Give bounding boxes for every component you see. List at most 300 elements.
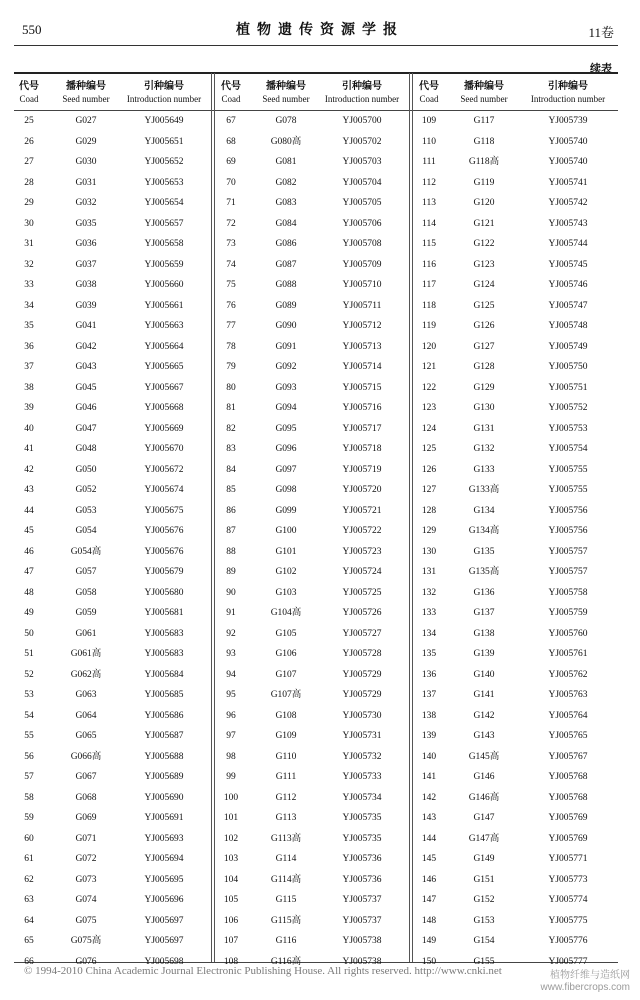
introduction-number-cell: YJ005730 <box>342 710 382 721</box>
code-cell: 143 <box>421 813 437 823</box>
header-seed-zh: 播种编号 <box>266 81 306 92</box>
page-header <box>0 0 640 46</box>
seed-number-cell: G031 <box>75 177 97 188</box>
seed-number-cell: G027 <box>75 116 97 126</box>
table-row <box>414 132 618 153</box>
introduction-number-cell: YJ005727 <box>342 628 382 639</box>
table-row <box>414 419 618 440</box>
introduction-number-cell: YJ005736 <box>342 854 382 864</box>
code-cell: 131 <box>421 567 437 577</box>
code-cell: 57 <box>24 772 34 782</box>
seed-number-cell: G146 <box>473 772 495 782</box>
seed-number-cell: G122 <box>473 239 495 249</box>
seed-number-cell: G123 <box>473 259 495 270</box>
table-row <box>14 193 210 214</box>
seed-number-cell: G084 <box>275 218 297 229</box>
introduction-number-cell: YJ005761 <box>548 649 588 659</box>
code-cell: 90 <box>226 587 236 598</box>
code-cell: 134 <box>421 628 437 639</box>
seed-number-cell: G145高 <box>468 751 500 762</box>
code-cell: 145 <box>421 854 437 864</box>
code-cell: 67 <box>226 116 236 126</box>
table-row <box>14 870 210 891</box>
seed-number-cell: G058 <box>75 587 97 598</box>
seed-number-cell: G152 <box>473 895 495 905</box>
code-cell: 69 <box>226 157 236 167</box>
seed-number-cell: G118 <box>473 136 495 147</box>
seed-number-cell: G146高 <box>468 792 500 803</box>
seed-number-cell: G088 <box>275 280 297 290</box>
table-row <box>14 542 210 563</box>
introduction-number-cell: YJ005726 <box>342 608 382 618</box>
introduction-number-cell: YJ005755 <box>548 464 588 475</box>
table-row <box>14 890 210 911</box>
introduction-number-cell: YJ005690 <box>144 792 184 803</box>
header-code-en: Coad <box>19 94 39 104</box>
table-row <box>14 152 210 173</box>
table-row <box>216 173 408 194</box>
table-row <box>414 583 618 604</box>
table-row <box>414 829 618 850</box>
table-row <box>216 337 408 358</box>
seed-number-cell: G113 <box>275 813 297 823</box>
introduction-number-cell: YJ005720 <box>342 485 382 495</box>
table-row <box>414 521 618 542</box>
code-cell: 122 <box>421 382 437 393</box>
introduction-number-cell: YJ005748 <box>548 321 588 331</box>
introduction-number-cell: YJ005737 <box>342 895 382 905</box>
code-cell: 93 <box>226 649 236 659</box>
code-cell: 73 <box>226 239 236 249</box>
seed-number-cell: G120 <box>473 198 495 208</box>
introduction-number-cell: YJ005740 <box>548 157 588 167</box>
seed-number-cell: G042 <box>75 341 97 352</box>
seed-number-cell: G102 <box>275 567 297 577</box>
introduction-number-cell: YJ005703 <box>342 157 382 167</box>
code-cell: 116 <box>422 259 436 270</box>
seed-number-cell: G094 <box>275 403 297 413</box>
table-row <box>216 706 408 727</box>
table-row <box>14 132 210 153</box>
introduction-number-cell: YJ005752 <box>548 403 588 413</box>
introduction-number-cell: YJ005773 <box>548 874 588 885</box>
code-cell: 111 <box>422 157 436 167</box>
table-row <box>414 439 618 460</box>
code-cell: 47 <box>24 567 34 577</box>
table-row <box>14 726 210 747</box>
table-row <box>14 521 210 542</box>
introduction-number-cell: YJ005757 <box>548 546 588 557</box>
code-cell: 105 <box>223 895 239 905</box>
introduction-number-cell: YJ005777 <box>548 956 588 967</box>
code-cell: 46 <box>24 546 34 557</box>
code-cell: 87 <box>226 526 236 536</box>
introduction-number-cell: YJ005714 <box>342 362 382 372</box>
table-row <box>414 296 618 317</box>
introduction-number-cell: YJ005756 <box>548 505 588 516</box>
code-cell: 135 <box>421 649 437 659</box>
seed-number-cell: G052 <box>75 485 97 495</box>
code-cell: 146 <box>421 874 437 885</box>
table-rows <box>414 111 618 972</box>
code-cell: 34 <box>24 300 34 311</box>
seed-number-cell: G039 <box>75 300 97 311</box>
code-cell: 35 <box>24 321 34 331</box>
table-row <box>216 132 408 153</box>
introduction-number-cell: YJ005751 <box>548 382 588 393</box>
introduction-number-cell: YJ005759 <box>548 608 588 618</box>
introduction-number-cell: YJ005649 <box>144 116 184 126</box>
table-row <box>14 562 210 583</box>
seed-number-cell: G108 <box>275 710 297 721</box>
introduction-number-cell: YJ005711 <box>342 300 382 311</box>
footer-url[interactable]: http://www.cnki.net <box>414 965 502 977</box>
code-cell: 30 <box>24 218 34 229</box>
introduction-number-cell: YJ005684 <box>144 669 184 680</box>
code-cell: 147 <box>421 895 437 905</box>
seed-number-cell: G115高 <box>270 915 302 926</box>
table-row <box>216 931 408 952</box>
table-row <box>216 398 408 419</box>
table-row <box>216 214 408 235</box>
introduction-number-cell: YJ005664 <box>144 341 184 352</box>
introduction-number-cell: YJ005688 <box>144 751 184 762</box>
code-cell: 70 <box>226 177 236 188</box>
code-cell: 101 <box>223 813 239 823</box>
code-cell: 150 <box>421 956 437 967</box>
seed-number-cell: G131 <box>473 423 495 434</box>
table-row <box>414 193 618 214</box>
table-row <box>414 357 618 378</box>
introduction-number-cell: YJ005744 <box>548 239 588 249</box>
table-row <box>216 111 408 132</box>
introduction-number-cell: YJ005651 <box>144 136 184 147</box>
seed-number-cell: G127 <box>473 341 495 352</box>
header-intro-en: Introduction number <box>530 94 606 104</box>
watermark-line-1: 植物纤维与造纸网 <box>550 970 630 981</box>
table-row <box>14 398 210 419</box>
seed-number-cell: G036 <box>75 239 97 249</box>
seed-number-cell: G138 <box>473 628 495 639</box>
table-row <box>14 808 210 829</box>
seed-number-cell: G068 <box>75 792 97 803</box>
introduction-number-cell: YJ005771 <box>548 854 588 864</box>
seed-number-cell: G089 <box>275 300 297 311</box>
code-cell: 100 <box>223 792 239 803</box>
introduction-number-cell: YJ005653 <box>144 177 184 188</box>
seed-number-cell: G107高 <box>270 690 302 700</box>
table-row <box>14 111 210 132</box>
table-row <box>216 747 408 768</box>
code-cell: 75 <box>226 280 236 290</box>
code-cell: 58 <box>24 792 34 803</box>
header-rule <box>14 45 618 46</box>
code-cell: 60 <box>24 833 34 844</box>
code-cell: 141 <box>421 772 437 782</box>
code-cell: 48 <box>24 587 34 598</box>
introduction-number-cell: YJ005694 <box>144 854 184 864</box>
code-cell: 31 <box>24 239 34 249</box>
copyright-text: © 1994-2010 China Academic Journal Electronic Publishing House. All rights reserved. <box>24 965 412 977</box>
code-cell: 61 <box>24 854 34 864</box>
seed-number-cell: G147高 <box>468 833 500 844</box>
seed-number-cell: G076 <box>75 956 97 967</box>
table-row <box>414 562 618 583</box>
introduction-number-cell: YJ005732 <box>342 751 382 762</box>
table-row <box>216 665 408 686</box>
introduction-number-cell: YJ005760 <box>548 628 588 639</box>
table-row <box>414 931 618 952</box>
code-cell: 142 <box>421 792 437 803</box>
table-row <box>216 193 408 214</box>
table-row <box>414 624 618 645</box>
seed-number-cell: G154 <box>473 936 495 946</box>
introduction-number-cell: YJ005724 <box>342 567 382 577</box>
code-cell: 92 <box>226 628 236 639</box>
seed-number-cell: G059 <box>75 608 97 618</box>
table-row <box>216 234 408 255</box>
introduction-number-cell: YJ005729 <box>342 690 382 700</box>
table-row <box>14 767 210 788</box>
header-code-zh: 代号 <box>419 81 439 92</box>
volume-label: 11卷 <box>588 25 614 40</box>
code-cell: 65 <box>24 936 34 946</box>
table-row <box>216 788 408 809</box>
code-cell: 68 <box>226 136 236 147</box>
seed-number-cell: G155 <box>473 956 495 967</box>
introduction-number-cell: YJ005658 <box>144 239 184 249</box>
seed-number-cell: G037 <box>75 259 97 270</box>
code-cell: 99 <box>226 772 236 782</box>
introduction-number-cell: YJ005680 <box>144 587 184 598</box>
introduction-number-cell: YJ005753 <box>548 423 588 434</box>
header-intro <box>524 81 612 105</box>
code-cell: 107 <box>223 936 239 946</box>
code-cell: 54 <box>24 710 34 721</box>
table-row <box>216 685 408 706</box>
introduction-number-cell: YJ005687 <box>144 731 184 741</box>
seed-number-cell: G071 <box>75 833 97 844</box>
table-row <box>414 234 618 255</box>
header-code-zh: 代号 <box>19 81 39 92</box>
seed-number-cell: G104高 <box>270 608 302 618</box>
seed-number-cell: G125 <box>473 300 495 311</box>
table-row <box>14 706 210 727</box>
seed-number-cell: G114 <box>275 854 297 864</box>
code-cell: 127 <box>421 485 437 495</box>
introduction-number-cell: YJ005679 <box>144 567 184 577</box>
table-row <box>414 501 618 522</box>
code-cell: 32 <box>24 259 34 270</box>
seed-number-cell: G115 <box>275 895 297 905</box>
introduction-number-cell: YJ005659 <box>144 259 184 270</box>
table-row <box>216 542 408 563</box>
introduction-number-cell: YJ005762 <box>548 669 588 680</box>
watermark-line-2: www.fibercrops.com <box>540 982 630 993</box>
introduction-number-cell: YJ005702 <box>342 136 382 147</box>
table-row <box>216 808 408 829</box>
introduction-number-cell: YJ005700 <box>342 116 382 126</box>
table-row <box>414 214 618 235</box>
introduction-number-cell: YJ005747 <box>548 300 588 311</box>
code-cell: 112 <box>422 177 436 188</box>
code-cell: 78 <box>226 341 236 352</box>
table-block-3 <box>414 73 618 967</box>
seed-number-cell: G074 <box>75 895 97 905</box>
table-row <box>216 357 408 378</box>
introduction-number-cell: YJ005663 <box>144 321 184 331</box>
code-cell: 83 <box>226 444 236 454</box>
table-row <box>14 480 210 501</box>
header-intro-zh: 引种编号 <box>144 81 184 92</box>
table-row <box>216 275 408 296</box>
table-block-2 <box>216 73 408 967</box>
seed-number-cell: G062高 <box>70 669 102 680</box>
introduction-number-cell: YJ005738 <box>342 956 382 967</box>
header-seed <box>446 81 522 105</box>
introduction-number-cell: YJ005746 <box>548 280 588 290</box>
table-row <box>216 726 408 747</box>
code-cell: 53 <box>24 690 34 700</box>
introduction-number-cell: YJ005654 <box>144 198 184 208</box>
table-row <box>414 767 618 788</box>
seed-number-cell: G095 <box>275 423 297 434</box>
code-cell: 51 <box>24 649 34 659</box>
seed-number-cell: G050 <box>75 464 97 475</box>
table-row <box>216 480 408 501</box>
introduction-number-cell: YJ005775 <box>548 915 588 926</box>
header-seed-en: Seed number <box>62 94 110 104</box>
introduction-number-cell: YJ005735 <box>342 813 382 823</box>
table-rows <box>216 111 408 972</box>
table-row <box>14 316 210 337</box>
table-row <box>14 255 210 276</box>
seed-number-cell: G087 <box>275 259 297 270</box>
introduction-number-cell: YJ005731 <box>342 731 382 741</box>
introduction-number-cell: YJ005725 <box>342 587 382 598</box>
column-divider <box>214 73 215 962</box>
table-row <box>14 501 210 522</box>
introduction-number-cell: YJ005675 <box>144 505 184 516</box>
table-row <box>14 439 210 460</box>
column-divider <box>409 73 410 962</box>
seed-number-cell: G091 <box>275 341 297 352</box>
introduction-number-cell: YJ005676 <box>144 526 184 536</box>
code-cell: 130 <box>421 546 437 557</box>
seed-number-cell: G137 <box>473 608 495 618</box>
journal-title: 植物遗传资源学报 <box>236 23 404 38</box>
table-row <box>414 316 618 337</box>
seed-number-cell: G118高 <box>468 157 500 167</box>
table-row <box>14 788 210 809</box>
seed-number-cell: G135高 <box>468 567 500 577</box>
header-seed-en: Seed number <box>460 94 508 104</box>
introduction-number-cell: YJ005652 <box>144 157 184 167</box>
code-cell: 118 <box>422 300 436 311</box>
seed-number-cell: G153 <box>473 915 495 926</box>
code-cell: 25 <box>24 116 34 126</box>
seed-number-cell: G126 <box>473 321 495 331</box>
table-header <box>216 73 408 110</box>
header-intro-en: Introduction number <box>324 94 400 104</box>
code-cell: 149 <box>421 936 437 946</box>
table-header <box>414 73 618 110</box>
introduction-number-cell: YJ005670 <box>144 444 184 454</box>
introduction-number-cell: YJ005660 <box>144 280 184 290</box>
introduction-number-cell: YJ005689 <box>144 772 184 782</box>
table-row <box>216 521 408 542</box>
column-divider <box>412 73 413 962</box>
seed-number-cell: G116高 <box>270 956 302 967</box>
introduction-number-cell: YJ005686 <box>144 710 184 721</box>
seed-number-cell: G053 <box>75 505 97 516</box>
header-intro <box>120 81 208 105</box>
introduction-number-cell: YJ005739 <box>548 116 588 126</box>
code-cell: 66 <box>24 956 34 967</box>
code-cell: 77 <box>226 321 236 331</box>
introduction-number-cell: YJ005768 <box>548 772 588 782</box>
seed-number-cell: G121 <box>473 218 495 229</box>
code-cell: 28 <box>24 177 34 188</box>
header-code-en: Coad <box>419 94 439 104</box>
table-row <box>216 316 408 337</box>
introduction-number-cell: YJ005697 <box>144 915 184 926</box>
table-row <box>14 173 210 194</box>
introduction-number-cell: YJ005695 <box>144 874 184 885</box>
code-cell: 84 <box>226 464 236 475</box>
introduction-number-cell: YJ005709 <box>342 259 382 270</box>
introduction-number-cell: YJ005718 <box>342 444 382 454</box>
code-cell: 36 <box>24 341 34 352</box>
code-cell: 64 <box>24 915 34 926</box>
seed-number-cell: G101 <box>275 546 297 557</box>
table-row <box>216 870 408 891</box>
introduction-number-cell: YJ005716 <box>342 403 382 413</box>
table-row <box>216 603 408 624</box>
seed-number-cell: G136 <box>473 587 495 598</box>
introduction-number-cell: YJ005710 <box>342 280 382 290</box>
table-row <box>14 747 210 768</box>
code-cell: 42 <box>24 464 34 475</box>
table-row <box>216 419 408 440</box>
seed-number-cell: G132 <box>473 444 495 454</box>
code-cell: 140 <box>421 751 437 762</box>
code-cell: 119 <box>422 321 436 331</box>
code-cell: 125 <box>421 444 437 454</box>
code-cell: 26 <box>24 136 34 147</box>
header-seed <box>248 81 324 105</box>
table-row <box>414 706 618 727</box>
header-code <box>14 81 44 105</box>
code-cell: 63 <box>24 895 34 905</box>
seed-number-cell: G129 <box>473 382 495 393</box>
seed-number-cell: G063 <box>75 690 97 700</box>
table-row <box>14 275 210 296</box>
introduction-number-cell: YJ005774 <box>548 895 588 905</box>
introduction-number-cell: YJ005767 <box>548 751 588 762</box>
header-intro <box>318 81 406 105</box>
seed-number-cell: G109 <box>275 731 297 741</box>
table-row <box>14 603 210 624</box>
table-row <box>216 911 408 932</box>
copyright-footer <box>24 965 502 977</box>
table-row <box>414 378 618 399</box>
table-row <box>414 685 618 706</box>
seed-number-cell: G035 <box>75 218 97 229</box>
code-cell: 55 <box>24 731 34 741</box>
introduction-number-cell: YJ005668 <box>144 403 184 413</box>
introduction-number-cell: YJ005755 <box>548 485 588 495</box>
